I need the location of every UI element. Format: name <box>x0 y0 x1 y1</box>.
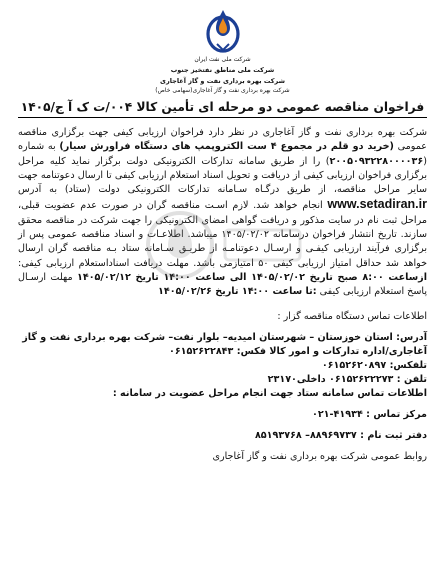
body-text-e: مهلت ارسـال پاسخ استعلام ارزیابی کیفی <box>18 271 427 298</box>
setad-contact-title: اطلاعات تماس سامانه ستاد جهت انجام مراحل عضویت در سامانه : <box>112 387 427 399</box>
contact-address: آدرس: استان خوزستان – شهرستان امیدیه– بلوار نفت– شرکت بهره برداری نفت و گاز آغاجاری/اداره تدارکات و امور کالا فکس: ۰۶۱۵۲۶۲۲۸۴۳ <box>22 331 427 357</box>
contact-telefax: تلفکس: ۰۶۱۵۲۶۲۰۸۹۷ <box>321 359 427 371</box>
org-line-1: شرکت ملی نفت ایران <box>194 56 251 63</box>
nioc-logo-icon <box>197 4 249 54</box>
org-line-3: شرکت بهره برداری نفت و گاز آغاجاری <box>160 77 285 85</box>
contact-section <box>18 310 427 464</box>
deadline-documents: ازساعت ۸:۰۰ صبح تاریخ ۱۴۰۵/۰۲/۰۲ الی ساعت ۱۴:۰۰ تاریخ ۱۴۰۵/۰۲/۱۲ <box>76 271 427 283</box>
tender-number: ۲۰۰۵۰۹۳۲۲۸۰۰۰۰۳۶ <box>329 155 424 167</box>
setad-call-center: مرکز تماس : ۴۱۹۳۴-۰۲۱ <box>311 408 427 420</box>
deadline-response: :تا ساعت ۱۴:۰۰ تاریخ ۱۴۰۵/۰۲/۲۶ <box>158 286 317 298</box>
letterhead <box>18 0 427 108</box>
title-divider <box>18 117 427 118</box>
body-text-d: انجام خواهد شد. لازم اسـت مناقصه گران در صورت عدم عضویت قبلی، مراحل ثبت نام در سایت مذکور و دریافت گواهی امضای الکترونیکی را جهت شرکت در مناقصه محقق سازند. تاریخ انتشار فراخوان درسامانه ۱۴۰۵/۰۲/۰۲ میباشد. اطلاعـات و اسناد مناقصه عمومی پس از برگزاری فرآیند ارزیابی کیفـی و ارسـال دعوتنامـه از طریـق سـامانه ستاد بـه مناقصه گران ارسال خواهد شد حداقل امتیاز ارزیابی کیفی ۵۰ امتیازمی باشد. مهلت دریافت اسناداستعلام ارزیابی کیفی: <box>18 200 428 269</box>
contact-phone: تلفن : ۰۶۱۵۲۶۲۲۲۷۳ داخلی۲۳۱۷۰ <box>267 373 427 385</box>
body-paragraph <box>18 126 427 300</box>
notice-body <box>18 126 427 300</box>
body-text-a: شرکت بهره برداری نفت و گاز آغاجاری در نظر دارد فراخوان ارزیابی کیفی جهت برگزاری مناقصه عمومی <box>18 127 427 153</box>
org-line-2: شرکت ملی مناطق نفتخیز جنوب <box>170 66 275 74</box>
org-line-4: شرکت بهره برداری نفت و گاز آغاجاری(سهامی خاص) <box>155 87 290 94</box>
contact-intro: اطلاعات تماس دستگاه مناقصه گزار : <box>277 310 427 322</box>
body-text-c: ) را از طریق سامانه تدارکات الکترونیکی دولت برگزار نماید کلیه مراحل برگزاری فراخوان ارزیابی کیفی از دریافت و تحویل اسناد استعلام ارزیابی کیفی تا ارسال دعوتنامه جهت سایر مراحل مناقصه، از طریق درگـاه سـامانه تدارکات الکترونیکی دولت (ستاد) به آدرس <box>18 155 427 196</box>
setad-registration-office: دفتر ثبت نام : ۸۸۹۶۹۷۳۷– ۸۵۱۹۳۷۶۸ <box>254 429 427 441</box>
public-relations-footer: روابط عمومی شرکت بهره برداری نفت و گاز آغاجاری <box>212 450 427 462</box>
tender-item: (خرید دو قلم در مجموع ۴ ست الکتروپمپ های دستگاه فراورش سیار) <box>59 141 394 153</box>
notice-title: فراخوان مناقصه عمومی دو مرحله ای تأمین کالا ۰۰۴/ت ک آ ج/۱۴۰۵ <box>20 100 425 114</box>
website-link[interactable]: www.setadiran.ir <box>327 197 427 212</box>
body-text-b: به شماره ( <box>18 141 427 167</box>
